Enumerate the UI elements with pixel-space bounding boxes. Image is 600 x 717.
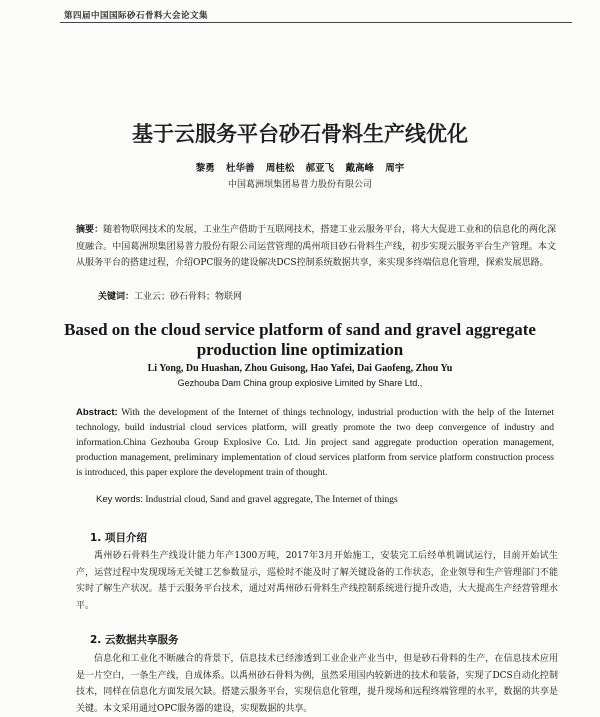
affiliation-chinese: 中国葛洲坝集团易普力股份有限公司	[227, 180, 372, 190]
authors-chinese: 黎勇 杜华善 周桂松 郝亚飞 戴高峰 周宇	[195, 163, 405, 174]
keywords-english	[96, 494, 556, 505]
section-2-paragraph: 信息化和工业化不断融合的背景下，信息技术已经渗透到工业企业产业当中，但是砂石骨料的生产，在信息技术应用是一片空白，一条生产线，自成体系。以禹州砂石骨料为例，虽然采用国内较新进的技术和装备，实现了DCS自动化控制技术，同样在信息化方面发展欠缺。搭建云服务平台，实现信息化管理，提升现场和远程终端管理的水平，数据的共享是关键。本文采用通过OPC服务器的建设，实现数据的共享。	[76, 654, 558, 714]
keywords-english-text: Industrial cloud, Sand and gravel aggregate, The Internet of things	[145, 495, 398, 505]
affiliation-english: Gezhouba Dam China group explosive Limited by Share Ltd.,	[177, 378, 423, 388]
authors-english: Li Yong, Du Huashan, Zhou Guisong, Hao Yafei, Dai Gaofeng, Zhou Yu	[147, 363, 453, 374]
abstract-english-label: Abstract:	[76, 407, 118, 418]
title-chinese: 基于云服务平台砂石骨料生产线优化	[132, 122, 468, 146]
section-2-heading: 2. 云数据共享服务	[90, 634, 179, 646]
section-1-paragraph: 禹州砂石骨料生产线设计能力年产1300万吨，2017年3月开始施工，安装完工后经单机调试运行，目前开始试生产，运营过程中发现现场无关键工艺参数显示，巡检时不能及时了解关键设备的工作状态，企业领导和生产管理部门不能实时了解生产状况。基于云服务平台技术，通过对禹州砂石骨料生产线控制系统进行提升改造，大大提高生产经营管理水平。	[76, 551, 558, 611]
abstract-chinese-label: 摘要：	[76, 225, 104, 235]
title-english: Based on the cloud service platform of sand and gravel aggregate production line optimization	[64, 320, 536, 359]
header-rule	[60, 22, 572, 23]
abstract-chinese	[76, 222, 556, 272]
keywords-chinese-label: 关键词：	[98, 292, 135, 302]
keywords-chinese-text: 工业云；砂石骨料；物联网	[134, 292, 243, 302]
section-1-heading: 1. 项目介绍	[90, 532, 147, 544]
running-head: 第四届中国国际砂石骨料大会论文集	[64, 11, 209, 21]
keywords-chinese	[98, 289, 558, 302]
abstract-chinese-text: 随着物联网技术的发展，工业生产借助于互联网技术，搭建工业云服务平台，将大大促进工业和的信息化的两化深度融合。中国葛洲坝集团易普力股份有限公司运营管理的禹州项目砂石骨料生产线，初步实现云服务平台生产管理。本文从服务平台的搭建过程，介绍OPC服务的建设解决DCS控制系统数据共享，来实现多终端信息化管理，探索发展思路。	[76, 225, 556, 268]
abstract-english-text: With the development of the Internet of things technology, industrial production with the help of the Internet technology, build industrial cloud services platform, will greatly promote the two deep convergence of industry and information.China Gezhouba Group Explosive Co. Ltd. Jin project sand aggregate production operation management, production management, preliminary implementation of cloud services platform from service platform construction process is introduced, this paper explore the development train of thought.	[76, 408, 554, 478]
keywords-english-label: Key words:	[96, 494, 143, 505]
abstract-english	[76, 405, 554, 481]
